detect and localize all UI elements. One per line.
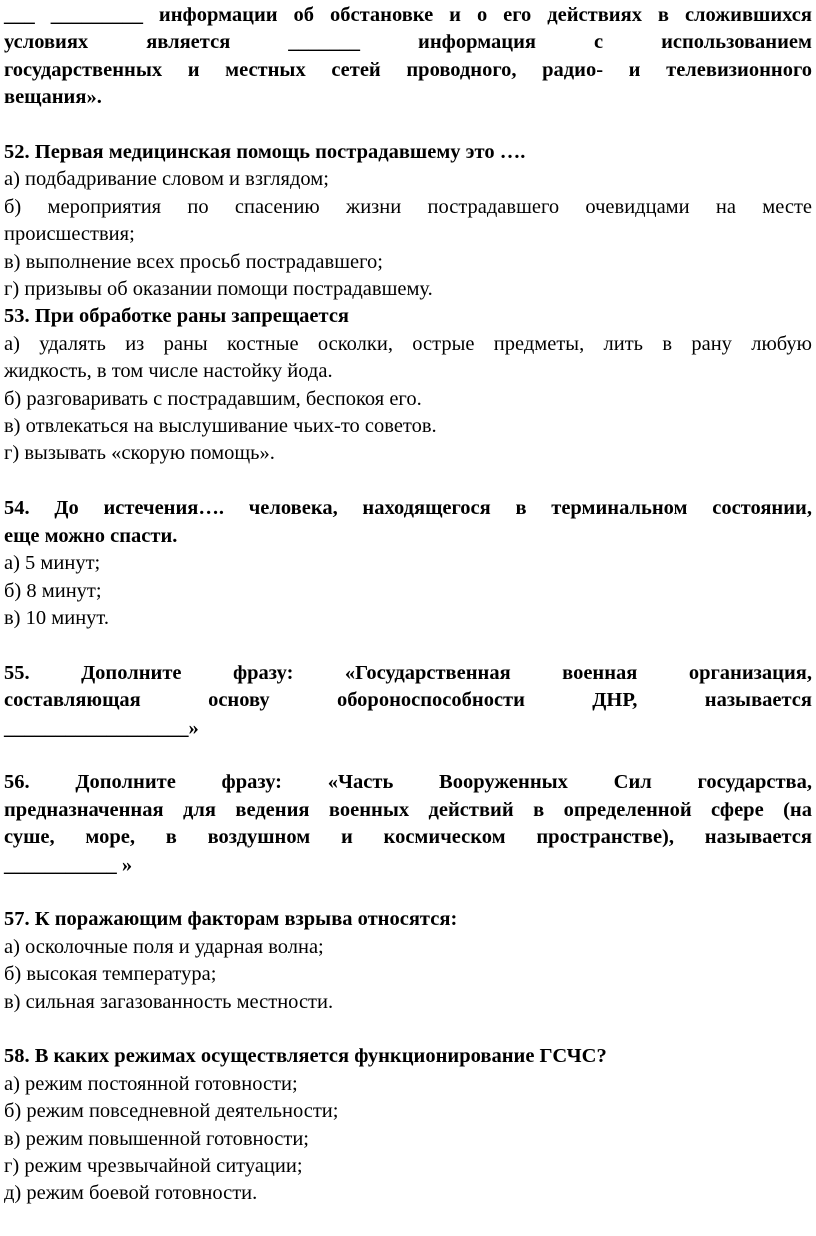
- question-56: [4, 769, 812, 879]
- question-54: [4, 495, 812, 632]
- answer-57-c: в) сильная загазованность местности.: [4, 990, 334, 1013]
- question-56-answer-blank: ___________ »: [4, 853, 133, 876]
- spacer: [4, 468, 812, 495]
- question-57: [4, 906, 812, 1016]
- answer-52-b-line-1: б) мероприятия по спасению жизни пострадавшего очевидцами на месте: [4, 195, 812, 218]
- question-55: [4, 660, 812, 742]
- answer-53-c: в) отвлекаться на выслушивание чьих-то советов.: [4, 415, 437, 438]
- spacer: [4, 632, 812, 659]
- question-54-text-line-1: 54. До истечения…. человека, находящегося в терминальном состоянии,: [4, 497, 812, 520]
- question-53: [4, 303, 812, 467]
- question-58-text: 58. В каких режимах осуществляется функционирование ГСЧС?: [4, 1045, 607, 1068]
- question-56-line-1: 56. Дополните фразу: «Часть Вооруженных Сил государства,: [4, 771, 812, 794]
- question-52-text: 52. Первая медицинская помощь пострадавшему это ….: [4, 141, 526, 164]
- answer-52-a: а) подбадривание словом и взглядом;: [4, 168, 329, 191]
- answer-58-d: г) режим чрезвычайной ситуации;: [4, 1154, 303, 1177]
- answer-54-c: в) 10 минут.: [4, 606, 109, 629]
- answer-58-b: б) режим повседневной деятельности;: [4, 1100, 339, 1123]
- answer-52-d: г) призывы об оказании помощи пострадавшему.: [4, 278, 433, 301]
- intro-block: [4, 2, 812, 112]
- intro-line-3: государственных и местных сетей проводного, радио- и телевизионного: [4, 58, 812, 81]
- spacer: [4, 1016, 812, 1043]
- answer-57-b: б) высокая температура;: [4, 963, 217, 986]
- answer-53-b: б) разговаривать с пострадавшим, беспокоя его.: [4, 387, 422, 410]
- question-58: [4, 1043, 812, 1207]
- question-57-text: 57. К поражающим факторам взрыва относятся:: [4, 908, 458, 931]
- question-56-line-2: предназначенная для ведения военных действий в определенной сфере (на: [4, 798, 812, 821]
- answer-53-d: г) вызывать «скорую помощь».: [4, 442, 275, 465]
- question-56-line-3: суше, море, в воздушном и космическом пространстве), называется: [4, 826, 812, 849]
- answer-57-a: а) осколочные поля и ударная волна;: [4, 935, 324, 958]
- spacer: [4, 879, 812, 906]
- question-55-line-2: составляющая основу обороноспособности ДНР, называется: [4, 689, 812, 712]
- answer-58-c: в) режим повышенной готовности;: [4, 1127, 310, 1150]
- intro-line-4: вещания».: [4, 86, 102, 109]
- answer-58-e: д) режим боевой готовности.: [4, 1182, 258, 1205]
- intro-line-1: ___ _________ информации об обстановке и о его действиях в сложившихся: [4, 4, 812, 26]
- question-54-text-line-2: еще можно спасти.: [4, 524, 178, 547]
- question-55-answer-blank: __________________»: [4, 716, 199, 739]
- answer-52-b-line-2: происшествия;: [4, 223, 135, 246]
- answer-54-a: а) 5 минут;: [4, 552, 101, 575]
- answer-58-a: а) режим постоянной готовности;: [4, 1072, 298, 1095]
- spacer: [4, 742, 812, 769]
- answer-54-b: б) 8 минут;: [4, 579, 102, 602]
- answer-52-c: в) выполнение всех просьб пострадавшего;: [4, 250, 383, 273]
- question-52: [4, 139, 812, 303]
- intro-line-2: условиях является _______ информация с использованием: [4, 31, 812, 54]
- answer-53-a-line-1: а) удалять из раны костные осколки, острые предметы, лить в рану любую: [4, 332, 812, 355]
- spacer: [4, 112, 812, 139]
- question-53-text: 53. При обработке раны запрещается: [4, 305, 350, 328]
- answer-53-a-line-2: жидкость, в том числе настойку йода.: [4, 360, 333, 383]
- question-55-line-1: 55. Дополните фразу: «Государственная военная организация,: [4, 661, 812, 684]
